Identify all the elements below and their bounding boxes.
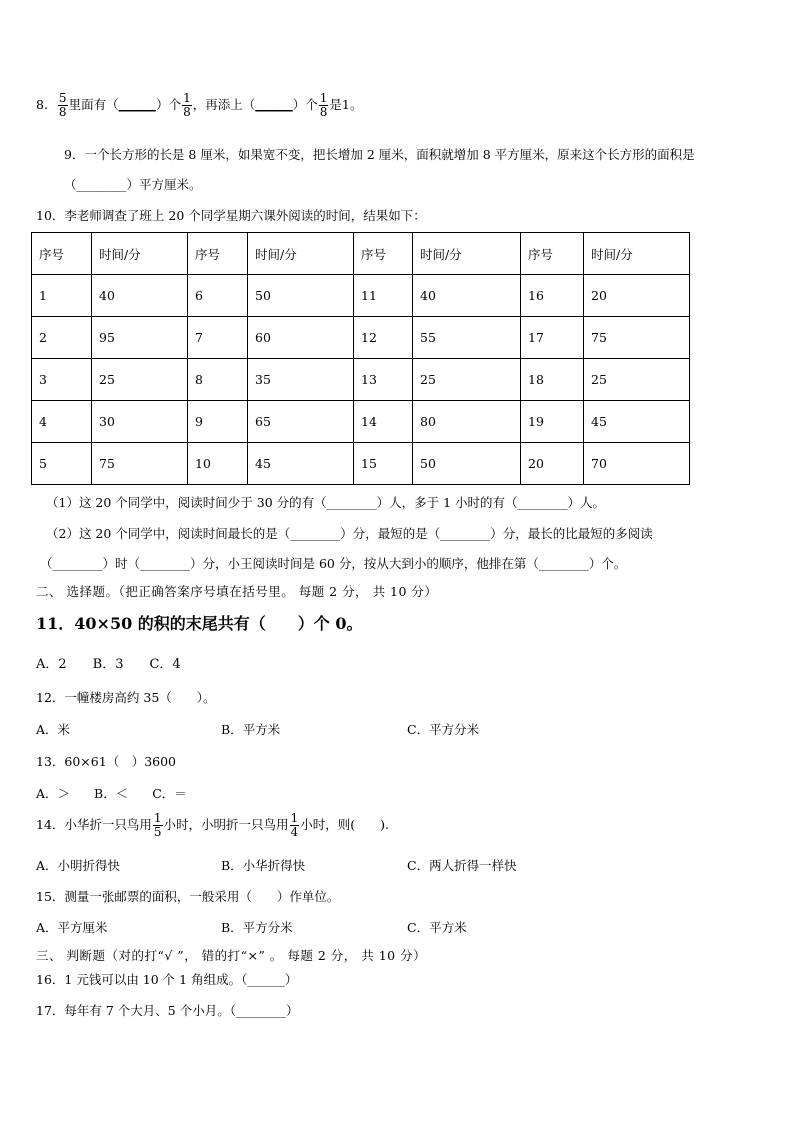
table-header-row <box>32 233 690 275</box>
answer-blank[interactable]: ______ <box>118 97 157 112</box>
table-cell: 18 <box>521 359 584 401</box>
table-cell: 19 <box>521 401 584 443</box>
table-cell: 7 <box>188 317 248 359</box>
option-b[interactable]: B．小华折得快 <box>221 858 306 873</box>
question-10-sub-2-line-1: （2）这 20 个同学中，阅读时间最长的是（________）分，最短的是（________）分，最长的比最短的多阅读 <box>46 526 653 541</box>
table-header-cell: 时间/分 <box>92 233 188 275</box>
table-header-cell: 时间/分 <box>248 233 354 275</box>
table-header-cell: 序号 <box>32 233 92 275</box>
table-cell: 95 <box>92 317 188 359</box>
table-cell: 75 <box>584 317 690 359</box>
option-c[interactable]: C．＝ <box>152 786 187 801</box>
question-13-options <box>36 786 187 802</box>
fraction: $\frac{1}{4}$ <box>290 811 299 839</box>
question-15-stem: 15．测量一张邮票的面积，一般采用（ ）作单位。 <box>36 889 340 904</box>
table-row <box>32 359 690 401</box>
question-8: 8. $\frac{5}{8}$ 里面有（______）个 $\frac{1}{8}$ ，再添上（______）个 $\frac{1}{8}$ 是1。 <box>36 91 363 119</box>
option-b[interactable]: B．平方米 <box>221 722 281 737</box>
table-cell: 9 <box>188 401 248 443</box>
option-a[interactable]: A．小明折得快 <box>36 858 121 873</box>
table-header-cell: 序号 <box>354 233 413 275</box>
section-2-heading: 二、 选择题。（把正确答案序号填在括号里。 每题 2 分， 共 10 分） <box>36 584 438 599</box>
table-cell: 20 <box>521 443 584 485</box>
table-cell: 25 <box>92 359 188 401</box>
table-cell: 30 <box>92 401 188 443</box>
question-12-stem: 12．一幢楼房高约 35（ ）。 <box>36 690 216 705</box>
reading-time-table <box>31 232 690 485</box>
table-header-cell: 序号 <box>188 233 248 275</box>
table-row <box>32 401 690 443</box>
table-cell: 50 <box>248 275 354 317</box>
table-cell: 3 <box>32 359 92 401</box>
question-9-line-1: 9．一个长方形的长是 8 厘米，如果宽不变，把长增加 2 厘米，面积就增加 8 平方厘米，原来这个长方形的面积是 <box>64 147 695 162</box>
table-cell: 13 <box>354 359 413 401</box>
question-10-intro: 10．李老师调查了班上 20 个同学星期六课外阅读的时间，结果如下： <box>36 208 426 223</box>
question-11-stem: 11．40×50 的积的末尾共有（ ）个 0。 <box>36 614 363 633</box>
table-cell: 6 <box>188 275 248 317</box>
option-a[interactable]: A．平方厘米 <box>36 920 108 935</box>
table-cell: 14 <box>354 401 413 443</box>
table-cell: 25 <box>584 359 690 401</box>
table-cell: 75 <box>92 443 188 485</box>
option-c[interactable]: C．4 <box>149 657 181 672</box>
table-row <box>32 275 690 317</box>
table-cell: 8 <box>188 359 248 401</box>
answer-blank[interactable]: ______ <box>255 97 293 112</box>
option-c[interactable]: C．平方米 <box>407 920 467 935</box>
option-b[interactable]: B．平方分米 <box>221 920 293 935</box>
option-a[interactable]: A．米 <box>36 722 71 737</box>
table-cell: 40 <box>92 275 188 317</box>
option-c[interactable]: C．平方分米 <box>407 722 480 737</box>
table-cell: 35 <box>248 359 354 401</box>
table-cell: 40 <box>413 275 521 317</box>
table-cell: 70 <box>584 443 690 485</box>
question-number: 8. <box>36 97 48 112</box>
table-cell: 20 <box>584 275 690 317</box>
option-a[interactable]: A．2 <box>36 657 67 672</box>
table-cell: 45 <box>248 443 354 485</box>
question-10-sub-2-line-2: （________）时（________）分，小王阅读时间是 60 分，按从大到小的顺序，他排在第（________）个。 <box>40 556 627 571</box>
question-17: 17．每年有 7 个大月、5 个小月。（________） <box>36 1003 299 1018</box>
question-13-stem: 13．60×61（ ）3600 <box>36 754 177 769</box>
option-b[interactable]: B．＜ <box>94 786 129 801</box>
fraction: $\frac{1}{8}$ <box>319 91 328 119</box>
table-cell: 12 <box>354 317 413 359</box>
table-cell: 45 <box>584 401 690 443</box>
option-c[interactable]: C．两人折得一样快 <box>407 858 517 873</box>
table-cell: 5 <box>32 443 92 485</box>
fraction: $\frac{1}{5}$ <box>153 811 162 839</box>
table-cell: 80 <box>413 401 521 443</box>
table-row <box>32 443 690 485</box>
table-cell: 11 <box>354 275 413 317</box>
table-cell: 65 <box>248 401 354 443</box>
table-cell: 60 <box>248 317 354 359</box>
option-b[interactable]: B．3 <box>92 657 124 672</box>
fraction: $\frac{1}{8}$ <box>183 91 191 119</box>
table-cell: 55 <box>413 317 521 359</box>
table-cell: 10 <box>188 443 248 485</box>
table-cell: 16 <box>521 275 584 317</box>
table-cell: 1 <box>32 275 92 317</box>
question-14-stem: 14．小华折一只鸟用 $\frac{1}{5}$ 小时，小明折一只鸟用 $\frac{1}{4}$ 小时，则( ). <box>36 811 389 839</box>
question-10-sub-1: （1）这 20 个同学中，阅读时间少于 30 分的有（________）人，多于 1 小时的有（________）人。 <box>46 495 606 510</box>
table-row <box>32 317 690 359</box>
table-cell: 50 <box>413 443 521 485</box>
question-9-line-2: （________）平方厘米。 <box>64 177 202 192</box>
table-header-cell: 序号 <box>521 233 584 275</box>
section-3-heading: 三、 判断题（对的打“√ ”， 错的打“×” 。 每题 2 分， 共 10 分） <box>36 948 427 963</box>
fraction: $\frac{5}{8}$ <box>58 91 67 119</box>
option-a[interactable]: A．＞ <box>36 786 71 801</box>
table-header-cell: 时间/分 <box>584 233 690 275</box>
question-16: 16．1 元钱可以由 10 个 1 角组成。（______） <box>36 972 298 987</box>
table-cell: 2 <box>32 317 92 359</box>
question-11-options <box>36 656 181 673</box>
table-cell: 17 <box>521 317 584 359</box>
table-cell: 25 <box>413 359 521 401</box>
table-cell: 4 <box>32 401 92 443</box>
table-cell: 15 <box>354 443 413 485</box>
table-header-cell: 时间/分 <box>413 233 521 275</box>
